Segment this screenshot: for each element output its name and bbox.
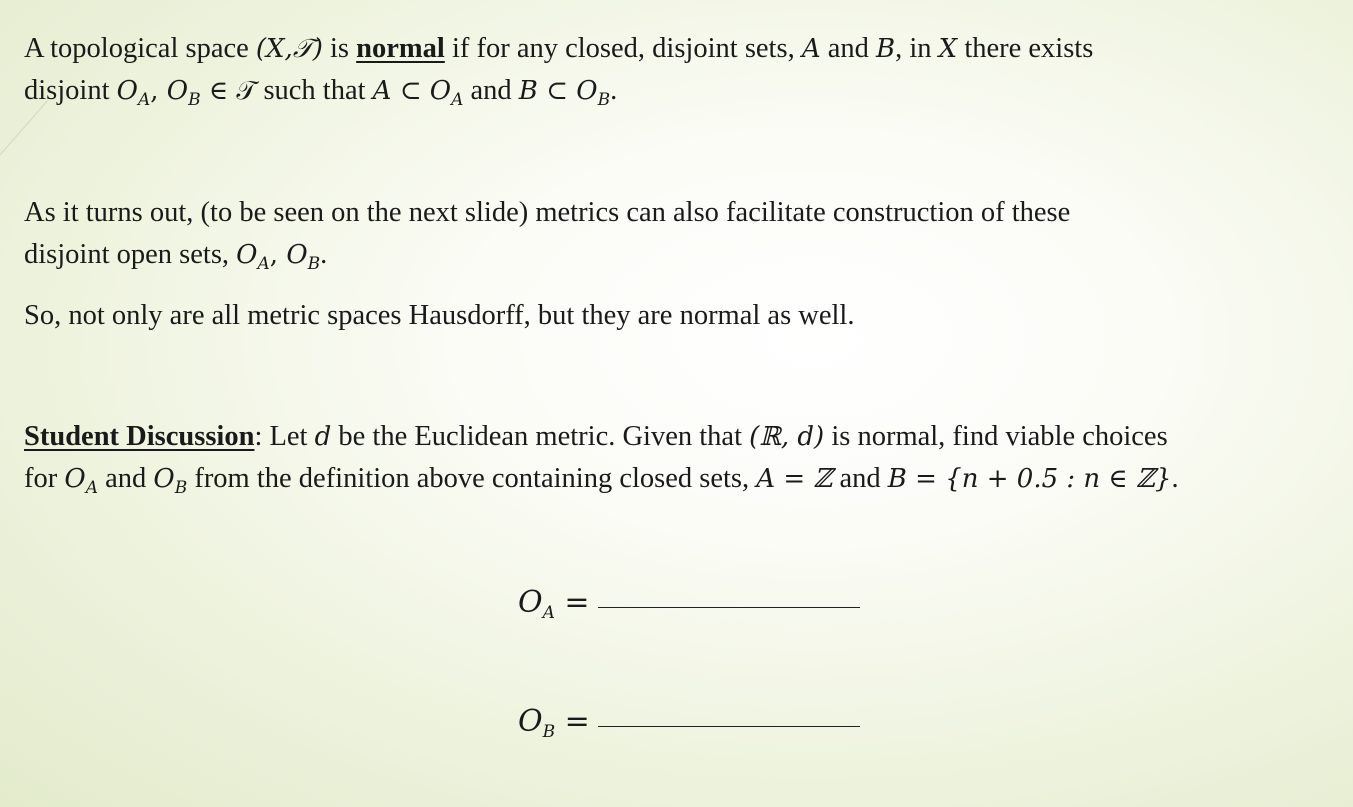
math-O: O	[236, 240, 258, 270]
sub-B: B	[174, 478, 188, 498]
sub-A: A	[257, 254, 270, 274]
text: and	[463, 75, 519, 106]
sub-A: A	[85, 478, 98, 498]
sub-B: B	[542, 722, 556, 742]
sub-B: B	[188, 90, 201, 110]
student-discussion	[24, 416, 1179, 500]
answer-OA	[518, 585, 860, 623]
text: So, not only are all metric spaces Hausdorff, but they are normal as well.	[24, 300, 855, 331]
math-A: A	[372, 76, 392, 106]
text: there exists	[957, 33, 1094, 64]
text: and	[832, 463, 888, 494]
sub-A: A	[451, 90, 464, 110]
sub-A: A	[542, 603, 555, 623]
answer-blank-OB[interactable]	[598, 725, 860, 727]
answer-blank-OA[interactable]	[598, 606, 860, 608]
text: and	[97, 463, 154, 494]
math-R-d: (ℝ, d)	[749, 422, 825, 452]
math-O: O	[64, 464, 86, 494]
answer-OB	[518, 704, 860, 742]
text: from the definition above containing closed sets,	[187, 463, 757, 494]
math-X: X	[938, 34, 958, 64]
text: be the Euclidean metric. Given that	[331, 421, 750, 452]
math-O: O	[518, 704, 543, 739]
subset: ⊂	[391, 76, 430, 106]
math-space: (X,𝒯)	[255, 34, 323, 64]
comma: ,	[269, 240, 287, 270]
math-B: B	[518, 76, 538, 106]
equals-sign: =	[554, 585, 590, 620]
sub-B: B	[307, 254, 321, 274]
sub-B: B	[597, 90, 611, 110]
text: and	[820, 33, 877, 64]
text: disjoint	[24, 75, 117, 106]
text: is	[322, 33, 357, 64]
math-B-set: B = {n + 0.5 : n ∈ ℤ}	[887, 464, 1172, 494]
period: .	[1171, 463, 1179, 494]
text: for	[24, 463, 65, 494]
comma: ,	[150, 76, 167, 106]
math-O: O	[429, 76, 452, 106]
text: is normal, find viable choices	[824, 421, 1168, 452]
equals-sign: =	[555, 704, 590, 739]
hausdorff-paragraph	[24, 295, 854, 337]
math-O: O	[286, 240, 308, 270]
term-normal: normal	[356, 33, 445, 64]
math-O: O	[166, 76, 189, 106]
period: .	[320, 239, 328, 270]
math-A-eq-Z: A = ℤ	[756, 464, 833, 494]
math-d: d	[314, 422, 332, 452]
math-O: O	[576, 76, 598, 106]
math-A: A	[801, 34, 821, 64]
text: A topological space	[24, 33, 256, 64]
math-in-T: ∈ 𝒯	[200, 76, 257, 106]
metrics-paragraph	[24, 192, 1070, 276]
math-B: B	[876, 34, 896, 64]
text: if for any closed, disjoint sets,	[444, 33, 802, 64]
text: As it turns out, (to be seen on the next slide) metrics can also facilitate construction of these	[24, 197, 1071, 228]
sub-A: A	[137, 90, 151, 110]
discussion-heading: Student Discussion	[24, 421, 255, 452]
text: such that	[256, 75, 373, 106]
math-O: O	[518, 585, 543, 620]
text: , in	[895, 33, 939, 64]
math-O: O	[116, 76, 138, 106]
text: : Let	[254, 421, 315, 452]
normal-definition	[24, 28, 1093, 112]
period: .	[610, 75, 618, 106]
text: disjoint open sets,	[24, 239, 237, 270]
math-O: O	[153, 464, 175, 494]
subset: ⊂	[537, 76, 577, 106]
